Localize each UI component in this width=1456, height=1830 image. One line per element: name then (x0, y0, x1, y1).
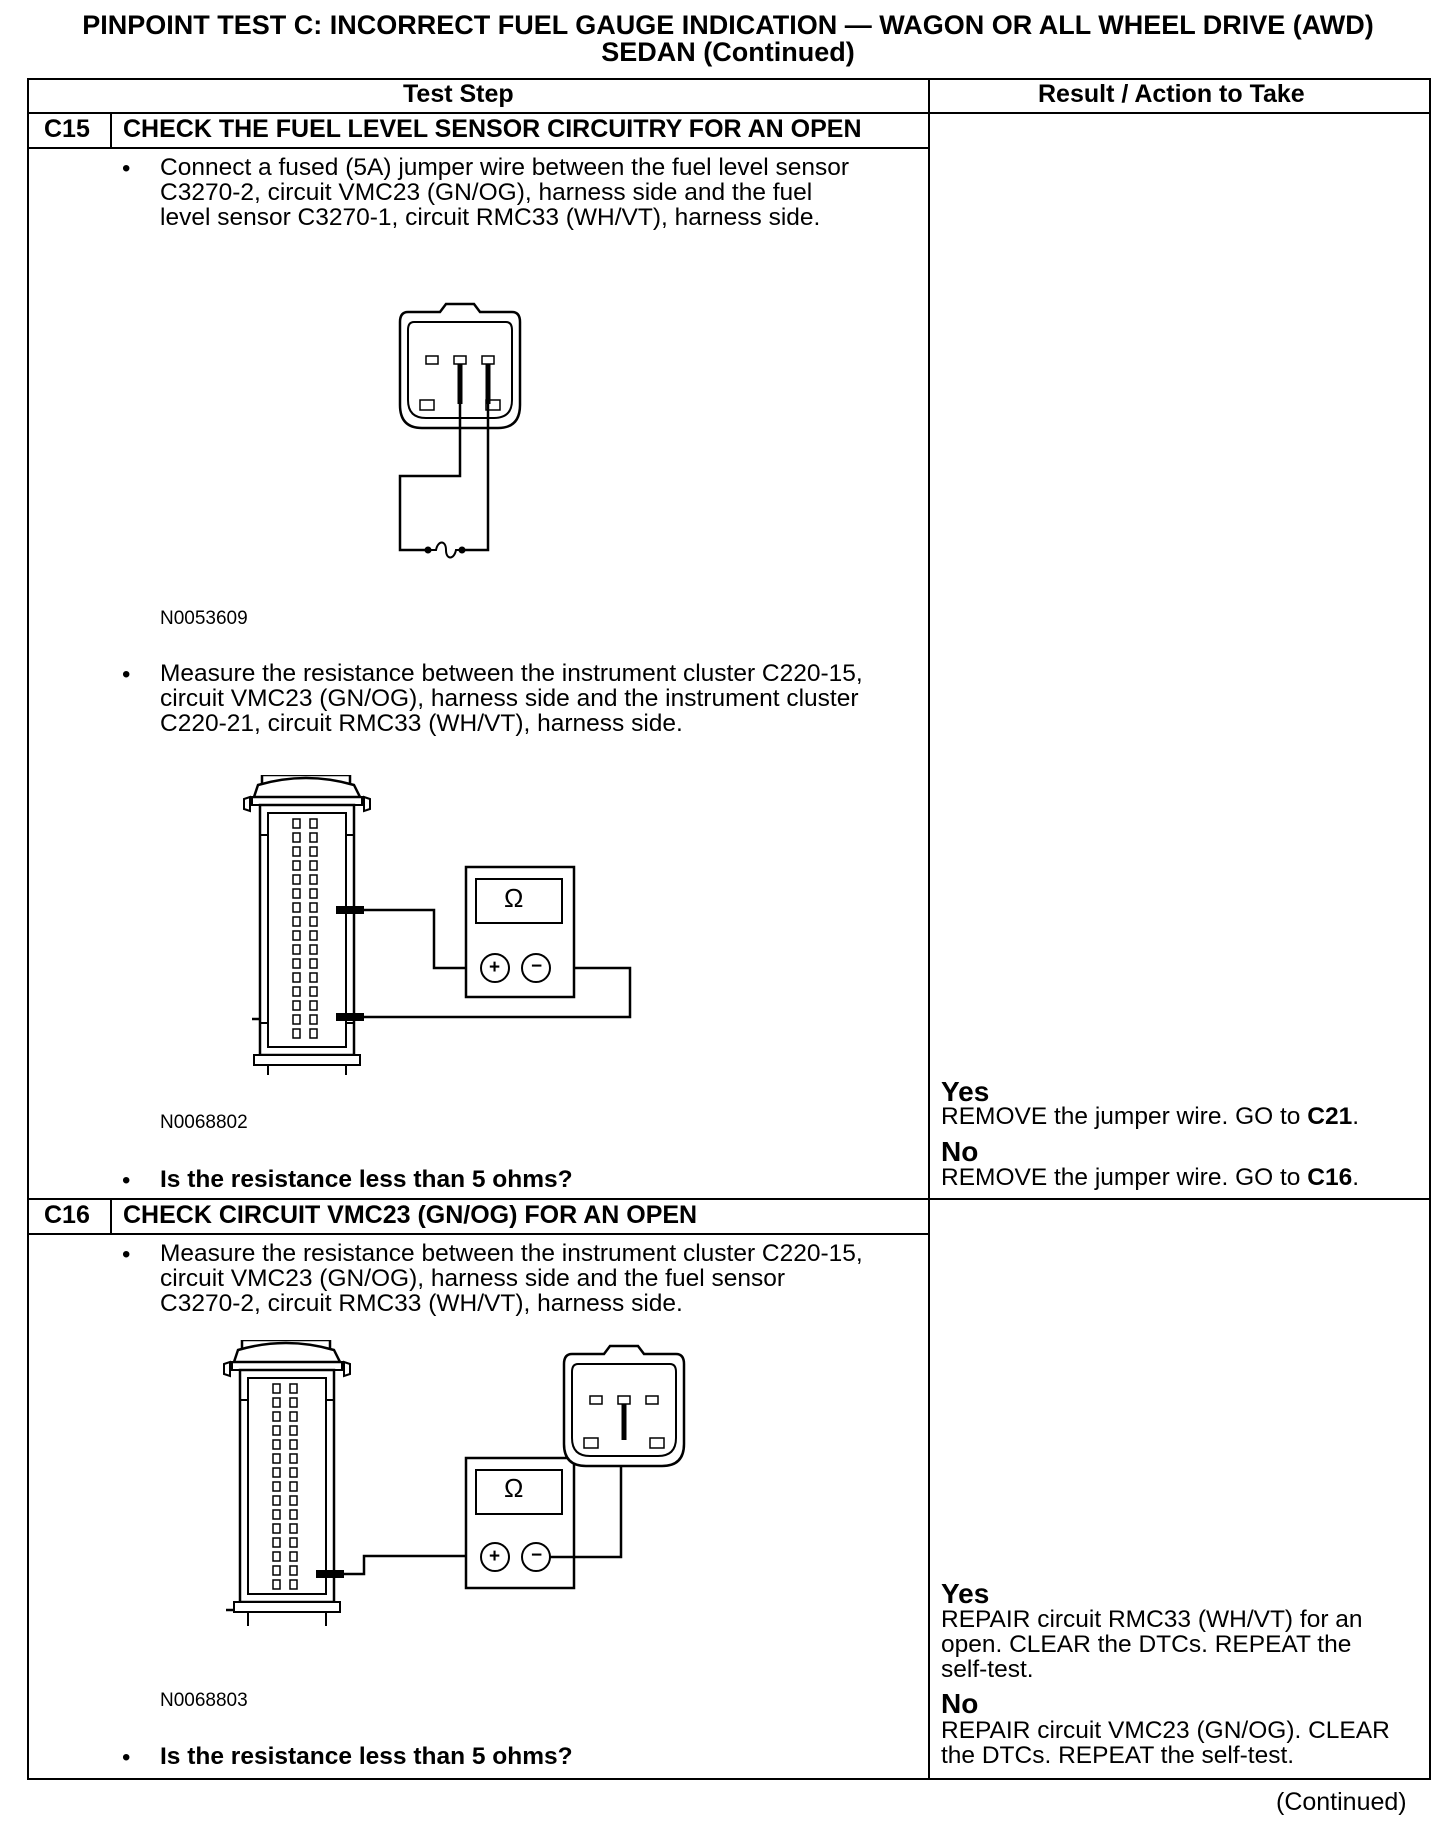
page-title-line1: PINPOINT TEST C: INCORRECT FUEL GAUGE INDICATION — WAGON OR ALL WHEEL DRIVE (AWD) (82, 10, 1374, 40)
c15-heading-rule (27, 147, 930, 149)
cluster-to-sensor-ohmmeter-diagram (220, 1340, 690, 1640)
figure-id-n0053609: N0053609 (160, 608, 248, 629)
ohm-symbol-icon: Ω (504, 1473, 524, 1503)
c16-heading-rule (27, 1233, 930, 1235)
c16-question: Is the resistance less than 5 ohms? (160, 1743, 573, 1770)
bullet-dot: • (122, 1167, 131, 1194)
c16-yes-line2: open. CLEAR the DTCs. REPEAT the (941, 1631, 1352, 1658)
c16-no-label: No (941, 1688, 979, 1719)
step-code-c16: C16 (44, 1201, 90, 1229)
minus-terminal-icon: − (531, 956, 543, 977)
figure-id-n0068803: N0068803 (160, 1690, 248, 1711)
c15-no-label: No (941, 1136, 979, 1167)
step-heading-c15: CHECK THE FUEL LEVEL SENSOR CIRCUITRY FOR AN OPEN (123, 115, 862, 143)
column-divider (928, 78, 930, 1780)
bullet-dot: • (122, 155, 131, 182)
header-rule (27, 112, 1431, 114)
c16-code-divider (110, 1198, 112, 1235)
c15-bullet1-line2: C3270-2, circuit VMC23 (GN/OG), harness side and the fuel (160, 179, 813, 206)
cluster-connector-ohmmeter-diagram (240, 775, 640, 1080)
c16-no-line2: the DTCs. REPEAT the self-test. (941, 1742, 1295, 1769)
c15-bullet2-line1: Measure the resistance between the instrument cluster C220-15, (160, 660, 863, 687)
c15-code-divider (110, 112, 112, 149)
bullet-dot: • (122, 1744, 131, 1771)
page-title-line2: SEDAN (Continued) (601, 37, 855, 67)
plus-terminal-icon: + (489, 957, 501, 978)
ohm-symbol-icon: Ω (504, 883, 524, 913)
c16-bullet1-line3: C3270-2, circuit RMC33 (WH/VT), harness side. (160, 1290, 683, 1317)
c15-bullet1-line1: Connect a fused (5A) jumper wire between the fuel level sensor (160, 154, 850, 181)
bullet-dot: • (122, 1241, 131, 1268)
c15-no-action: REMOVE the jumper wire. GO to C16. (941, 1164, 1360, 1191)
sensor-connector-jumper-diagram (380, 300, 540, 570)
header-result: Result / Action to Take (1038, 80, 1305, 108)
plus-terminal-icon: + (489, 1546, 501, 1567)
c15-bullet2-line2: circuit VMC23 (GN/OG), harness side and the instrument cluster (160, 685, 859, 712)
step-heading-c16: CHECK CIRCUIT VMC23 (GN/OG) FOR AN OPEN (123, 1201, 698, 1229)
bullet-dot: • (122, 661, 131, 688)
c16-yes-label: Yes (941, 1578, 990, 1609)
c16-bullet1-line2: circuit VMC23 (GN/OG), harness side and the fuel sensor (160, 1265, 786, 1292)
c15-bullet1-line3: level sensor C3270-1, circuit RMC33 (WH/VT), harness side. (160, 204, 821, 231)
continued-footer: (Continued) (1276, 1788, 1407, 1816)
header-test-step: Test Step (403, 80, 514, 108)
figure-id-n0068802: N0068802 (160, 1112, 248, 1133)
page-title (28, 12, 1428, 66)
c15-yes-label: Yes (941, 1076, 990, 1107)
minus-terminal-icon: − (531, 1545, 543, 1566)
c16-yes-line1: REPAIR circuit RMC33 (WH/VT) for an (941, 1606, 1363, 1633)
c16-row-rule (27, 1198, 1431, 1200)
c15-yes-action: REMOVE the jumper wire. GO to C21. (941, 1103, 1360, 1130)
c16-bullet1-line1: Measure the resistance between the instrument cluster C220-15, (160, 1240, 863, 1267)
step-code-c15: C15 (44, 115, 90, 143)
c15-bullet2-line3: C220-21, circuit RMC33 (WH/VT), harness side. (160, 710, 683, 737)
c15-question: Is the resistance less than 5 ohms? (160, 1166, 573, 1193)
c16-no-line1: REPAIR circuit VMC23 (GN/OG). CLEAR (941, 1717, 1390, 1744)
c16-yes-line3: self-test. (941, 1656, 1034, 1683)
